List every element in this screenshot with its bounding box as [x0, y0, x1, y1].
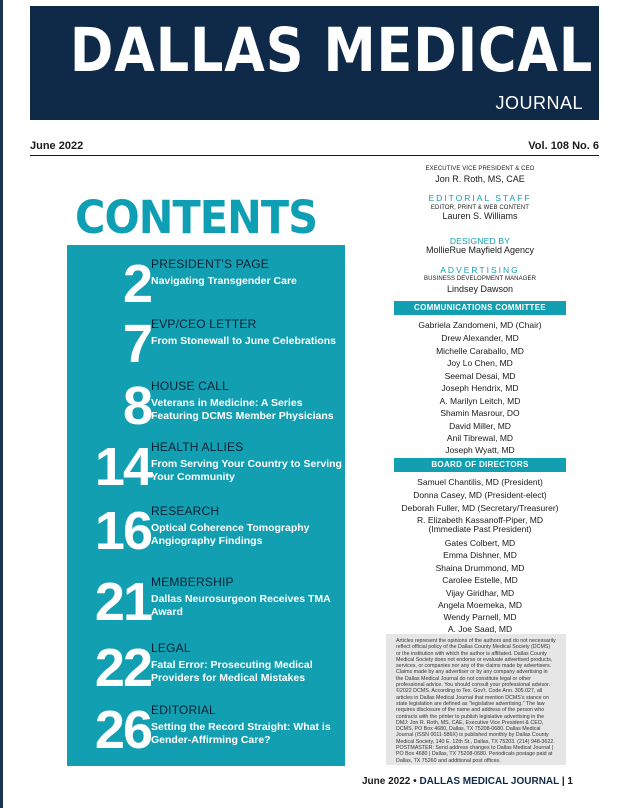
issue-volume: Vol. 108 No. 6 — [528, 140, 599, 152]
contents-entry[interactable] — [67, 255, 345, 317]
board-member: Deborah Fuller, MD (Secretary/Treasurer) — [401, 503, 559, 513]
advertising-heading: ADVERTISING — [440, 265, 520, 275]
page-number: 8 — [122, 376, 151, 436]
disclaimer-box — [386, 634, 566, 765]
contents-entry[interactable] — [67, 315, 345, 377]
contents-entry[interactable] — [67, 701, 345, 763]
board-member: Vijay Giridhar, MD — [445, 588, 515, 598]
disclaimer-text: Articles represent the opinions of the authors and do not necessarily reflect official policy of the Dallas County Medical Society (DCMS) or the institution with which the author is affiliated. Dallas County Medical Society does not endorse or evaluate advertised products, services, or companies nor any of the claims made by advertisers. Claims made by any advertiser or by any company advertising in the Dallas Medical Journal do not constitute legal or other professional advice. You should consult your professional advisor. ©2022 DCMS. According to Tex. Gov't. Code Ann. 305.027, all articles in Dallas Medical Journal that mention DCMS's stance on state legislation are defined as "legislative advertising." The law requires disclosure of the name and address of the person who contracts with the printer to publish legislative advertising in the DMJ: Jon R. Roth, MS, CAE, Executive Vice President & CEO, DCMS, PO Box 4680, Dallas, TX 75208-0680. Dallas Medical Journal (ISSN 0011-586X) is published monthly by Dallas County Medical Society, 140 E. 12th St., Dallas, TX 75203. (214) 948-3622. POSTMASTER: Send address changes to Dallas Medical Journal | PO Box 4680 | Dallas, TX 75208-0680. Periodicals postage paid at Dallas, TX 75260 and additional post offices. — [396, 638, 556, 764]
section-label: RESEARCH — [151, 504, 220, 518]
contents-entry[interactable] — [67, 573, 345, 635]
editor-name: Lauren S. Williams — [442, 211, 518, 221]
committee-member: Seemal Desai, MD — [444, 371, 516, 381]
evp-title: EXECUTIVE VICE PRESIDENT & CEO — [425, 166, 535, 172]
board-member: Angela Moemeka, MD — [437, 600, 523, 610]
issue-date: June 2022 — [30, 140, 84, 152]
article-headline: Veterans in Medicine: A Series Featuring DCMS Member Physicians — [151, 397, 334, 422]
board-of-directors-heading: BOARD OF DIRECTORS — [394, 458, 566, 472]
section-label: LEGAL — [151, 641, 191, 655]
committee-member: Drew Alexander, MD — [441, 333, 519, 343]
section-label: HEALTH ALLIES — [151, 440, 244, 454]
editor-title: EDITOR, PRINT & WEB CONTENT — [430, 205, 530, 211]
board-member: Carolee Estelle, MD — [442, 575, 518, 585]
board-member: Samuel Chantilis, MD (President) — [417, 477, 543, 487]
advertising-title: BUSINESS DEVELOPMENT MANAGER — [423, 276, 537, 282]
contents-entry[interactable] — [67, 502, 345, 564]
section-label: MEMBERSHIP — [151, 575, 234, 589]
committee-member: Gabriela Zandomeni, MD (Chair) — [418, 320, 542, 330]
article-headline: From Serving Your Country to Serving Your Community — [151, 458, 342, 483]
page-number: 7 — [122, 314, 151, 374]
committee-member: Joy Lo Chen, MD — [447, 358, 513, 368]
communications-committee-heading: COMMUNICATIONS COMMITTEE — [394, 301, 566, 315]
contents-entry[interactable] — [67, 639, 345, 701]
committee-member: Michelle Caraballo, MD — [436, 346, 524, 356]
contents-entry[interactable] — [67, 438, 345, 500]
contents-title: CONTENTS — [75, 191, 318, 244]
committee-member: Shamin Masrour, DO — [440, 408, 520, 418]
editorial-staff-heading: EDITORIAL STAFF — [428, 193, 532, 203]
section-label: PRESIDENT'S PAGE — [151, 257, 269, 271]
evp-name: Jon R. Roth, MS, CAE — [435, 174, 525, 184]
committee-member: David Miller, MD — [449, 421, 511, 431]
page-footer — [362, 776, 573, 787]
masthead-title: DALLAS MEDICAL — [69, 15, 594, 86]
masthead-subtitle: JOURNAL — [495, 93, 583, 113]
footer-page-number: | 1 — [561, 776, 573, 787]
contents-entry[interactable] — [67, 377, 345, 439]
designer-name: MollieRue Mayfield Agency — [425, 245, 535, 255]
section-label: EDITORIAL — [151, 703, 216, 717]
committee-member: A. Marilyn Leitch, MD — [439, 396, 521, 406]
article-headline: Navigating Transgender Care — [151, 275, 297, 287]
page-number: 22 — [94, 638, 151, 698]
masthead — [30, 6, 599, 120]
article-headline: From Stonewall to June Celebrations — [151, 335, 336, 347]
designed-by-heading: DESIGNED BY — [449, 236, 511, 246]
advertising-name: Lindsey Dawson — [446, 284, 514, 294]
committee-member: Anil Tibrewal, MD — [446, 433, 514, 443]
board-member: R. Elizabeth Kassanoff-Piper, MD — [417, 515, 543, 525]
footer-publication: DALLAS MEDICAL JOURNAL — [419, 776, 560, 787]
article-headline: Setting the Record Straight: What is Gender-Affirming Care? — [151, 721, 331, 746]
section-label: HOUSE CALL — [151, 379, 230, 393]
page-number: 2 — [122, 254, 151, 314]
page-number: 21 — [94, 572, 151, 632]
contents-panel — [67, 245, 345, 766]
board-member: Wendy Parnell, MD — [443, 612, 517, 622]
committee-member: Joseph Hendrix, MD — [441, 383, 519, 393]
committee-member: Joseph Wyatt, MD — [445, 445, 515, 455]
left-edge-rule — [0, 0, 3, 808]
footer-date: June 2022 • — [362, 776, 417, 787]
board-member: Shaina Drummond, MD — [435, 563, 525, 573]
page-number: 14 — [94, 437, 151, 497]
divider — [30, 155, 599, 156]
board-member: (Immediate Past President) — [428, 524, 532, 534]
board-member: A. Joe Saad, MD — [447, 624, 513, 634]
article-headline: Fatal Error: Prosecuting Medical Providers for Medical Mistakes — [151, 659, 313, 684]
board-member: Emma Dishner, MD — [443, 550, 517, 560]
board-member: Gates Colbert, MD — [444, 538, 516, 548]
section-label: EVP/CEO LETTER — [151, 317, 257, 331]
article-headline: Dallas Neurosurgeon Receives TMA Award — [151, 593, 331, 618]
page-number: 26 — [94, 700, 151, 760]
article-headline: Optical Coherence Tomography Angiography Findings — [151, 522, 310, 547]
board-member: Donna Casey, MD (President-elect) — [413, 490, 547, 500]
page-number: 16 — [94, 501, 151, 561]
